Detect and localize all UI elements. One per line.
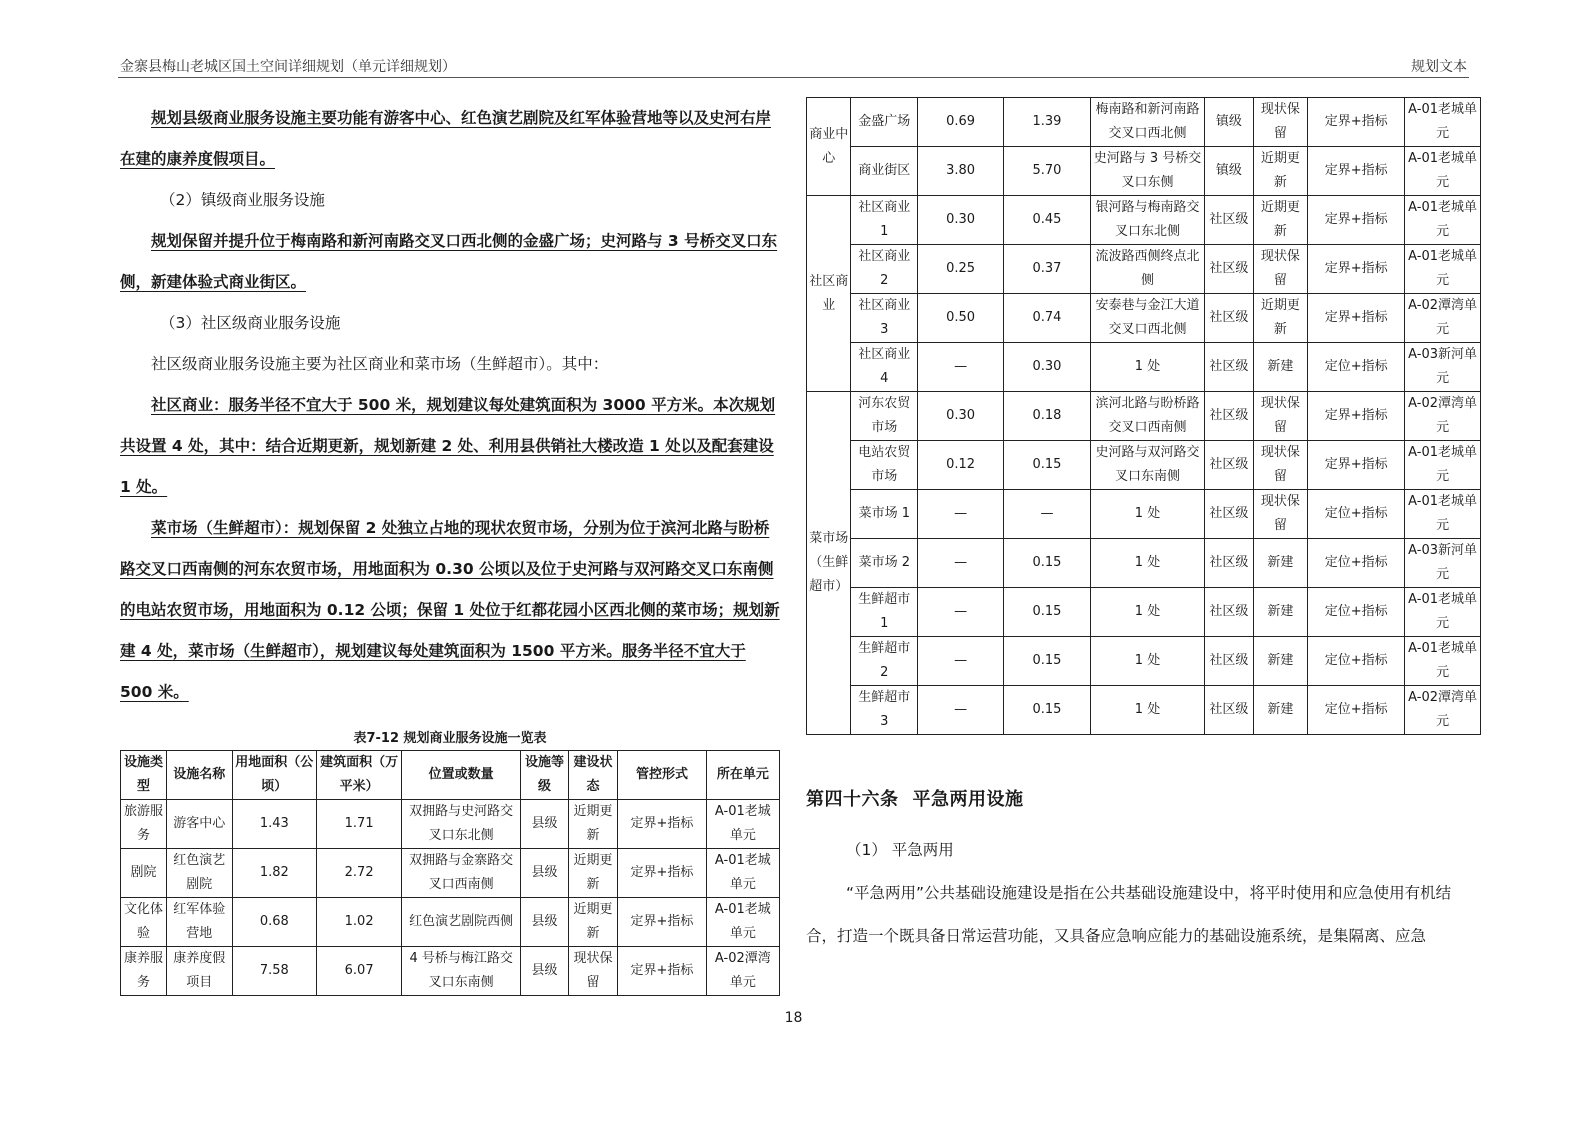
table-cell: 定位+指标 [1308, 490, 1405, 539]
table-cell: A-01老城单元 [706, 800, 779, 849]
table-cell: 0.15 [1004, 637, 1091, 686]
table-cell: 定界+指标 [1308, 392, 1405, 441]
table-cell: 社区商业 3 [851, 294, 918, 343]
commercial-facility-table [120, 750, 780, 996]
table-cell: A-02潭湾单元 [706, 947, 779, 996]
table-cell: 定界+指标 [618, 800, 706, 849]
table-cell: 县级 [521, 849, 569, 898]
table-cell: 游客中心 [166, 800, 232, 849]
body-paragraph: “平急两用”公共基础设施建设是指在公共基础设施建设中，将平时使用和应急使用有机结合，打造一个既具备日常运营功能，又具备应急响应能力的基础设施系统，是集隔离、应急 [806, 884, 1452, 945]
table-cell: 0.15 [1004, 441, 1091, 490]
table-cell: 电站农贸市场 [851, 441, 918, 490]
table-cell: 康养服务 [121, 947, 167, 996]
table-body [807, 98, 1481, 735]
table-cell: 现状保留 [1253, 392, 1308, 441]
table-row [121, 800, 780, 849]
table-cell: 新建 [1253, 539, 1308, 588]
table-cell: 生鲜超市 3 [851, 686, 918, 735]
table-row [807, 441, 1481, 490]
column-header: 用地面积（公顷） [232, 751, 316, 800]
table-cell: 金盛广场 [851, 98, 918, 147]
table-row [807, 245, 1481, 294]
table-cell: 社区级 [1205, 539, 1254, 588]
table-cell: 滨河北路与盼桥路交叉口西南侧 [1090, 392, 1204, 441]
table-cell: 康养度假项目 [166, 947, 232, 996]
table-cell: — [918, 343, 1004, 392]
table-cell: 社区商业 2 [851, 245, 918, 294]
table-cell: 社区商业 4 [851, 343, 918, 392]
table-cell: 社区商业 1 [851, 196, 918, 245]
table-cell: A-01老城单元 [706, 849, 779, 898]
table-cell: 定位+指标 [1308, 637, 1405, 686]
table-cell: 红军体验营地 [166, 898, 232, 947]
table-row [807, 343, 1481, 392]
table-cell: 定界+指标 [618, 898, 706, 947]
table-cell: 定位+指标 [1308, 343, 1405, 392]
table-cell: 近期更新 [568, 849, 618, 898]
paragraph: 菜市场（生鲜超市）：规划保留 2 处独立占地的现状农贸市场，分别为位于滨河北路与盼桥路交叉口西南侧的河东农贸市场，用地面积为 0.30 公顷以及位于史河路与双河路交叉口东南侧的电站农贸市场，用地面积为 0.12 公顷；保留 1 处位于红都花园小区西北侧的菜市场；规划新建 4 处，菜市场（生鲜超市），规划建议每处建筑面积为 1500 平方米。服务半径不宜大于 500 米。 [120, 519, 780, 701]
table-cell: 3.80 [918, 147, 1004, 196]
left-paragraphs [120, 98, 780, 713]
table-cell: 近期更新 [1253, 147, 1308, 196]
table-cell: 新建 [1253, 686, 1308, 735]
table-cell: 社区级 [1205, 196, 1254, 245]
table-cell: 1 处 [1090, 637, 1204, 686]
table-cell: 定界+指标 [618, 849, 706, 898]
paragraph: 社区级商业服务设施主要为社区商业和菜市场（生鲜超市）。其中： [151, 355, 609, 373]
table-cell: 0.12 [918, 441, 1004, 490]
commercial-facility-table-continued [806, 97, 1481, 735]
table-cell: 商业街区 [851, 147, 918, 196]
table-cell: 定界+指标 [1308, 294, 1405, 343]
table-cell: 社区级 [1205, 588, 1254, 637]
table-cell: 定位+指标 [1308, 686, 1405, 735]
table-cell: 1 处 [1090, 539, 1204, 588]
table-row [807, 539, 1481, 588]
table-cell: 0.18 [1004, 392, 1091, 441]
table-row [807, 588, 1481, 637]
column-header: 设施等级 [521, 751, 569, 800]
table-cell: 1.71 [316, 800, 401, 849]
table-cell: 生鲜超市 2 [851, 637, 918, 686]
table-cell: 0.69 [918, 98, 1004, 147]
table-cell: 7.58 [232, 947, 316, 996]
table-cell: A-01老城单元 [1405, 196, 1481, 245]
table-cell: 菜市场 2 [851, 539, 918, 588]
table-cell: 史河路与双河路交叉口东南侧 [1090, 441, 1204, 490]
left-column [120, 98, 780, 996]
table-row [807, 392, 1481, 441]
table-cell: 4 号桥与梅江路交叉口东南侧 [402, 947, 521, 996]
column-header: 建筑面积（万平米） [316, 751, 401, 800]
table-cell: 社区级 [1205, 245, 1254, 294]
table-cell: 1.39 [1004, 98, 1091, 147]
table-cell: 5.70 [1004, 147, 1091, 196]
table-cell: 定界+指标 [1308, 441, 1405, 490]
table-cell: 新建 [1253, 343, 1308, 392]
table-cell: 现状保留 [1253, 441, 1308, 490]
table-cell: — [918, 588, 1004, 637]
table-cell: 社区级 [1205, 392, 1254, 441]
facility-type-cell: 商业中心 [807, 98, 851, 196]
table-row [807, 294, 1481, 343]
table-cell: 银河路与梅南路交叉口东北侧 [1090, 196, 1204, 245]
paragraph: 规划保留并提升位于梅南路和新河南路交叉口西北侧的金盛广场；史河路与 3 号桥交叉口东侧，新建体验式商业街区。 [120, 232, 778, 291]
table-cell: 0.30 [918, 196, 1004, 245]
table-cell: 镇级 [1205, 147, 1254, 196]
table-row [807, 637, 1481, 686]
table-cell: 现状保留 [1253, 98, 1308, 147]
table-cell: 菜市场 1 [851, 490, 918, 539]
table-cell: 县级 [521, 898, 569, 947]
subheading: （1） 平急两用 [846, 841, 954, 859]
table-cell: 0.50 [918, 294, 1004, 343]
table-cell: 社区级 [1205, 637, 1254, 686]
table-cell: A-01老城单元 [1405, 637, 1481, 686]
table-cell: 1.82 [232, 849, 316, 898]
article-number: 第四十六条 [806, 789, 899, 810]
table-cell: 现状保留 [1253, 490, 1308, 539]
table-cell: 社区级 [1205, 490, 1254, 539]
table-cell: 双拥路与金寨路交叉口西南侧 [402, 849, 521, 898]
header-rule [118, 77, 1469, 78]
table-cell: 定界+指标 [1308, 98, 1405, 147]
column-header: 设施名称 [166, 751, 232, 800]
column-header: 管控形式 [618, 751, 706, 800]
table-cell: 现状保留 [1253, 245, 1308, 294]
table-cell: 0.15 [1004, 539, 1091, 588]
table-cell: — [918, 637, 1004, 686]
table-cell: 县级 [521, 947, 569, 996]
table-cell: 1 处 [1090, 588, 1204, 637]
table-cell: 流波路西侧终点北侧 [1090, 245, 1204, 294]
table-cell: — [918, 539, 1004, 588]
table-cell: 1 处 [1090, 686, 1204, 735]
table-row [807, 196, 1481, 245]
table-cell: 0.37 [1004, 245, 1091, 294]
table-cell: 2.72 [316, 849, 401, 898]
table-cell: 1 处 [1090, 490, 1204, 539]
facility-type-cell: 社区商业 [807, 196, 851, 392]
table-cell: 0.45 [1004, 196, 1091, 245]
table-cell: 6.07 [316, 947, 401, 996]
table-cell: 社区级 [1205, 343, 1254, 392]
table-cell: 0.25 [918, 245, 1004, 294]
table-cell: A-02潭湾单元 [1405, 294, 1481, 343]
table-cell: 0.15 [1004, 686, 1091, 735]
table-cell: A-01老城单元 [1405, 441, 1481, 490]
table-row [807, 490, 1481, 539]
table-cell: 镇级 [1205, 98, 1254, 147]
column-header: 设施类型 [121, 751, 167, 800]
table-cell: A-01老城单元 [1405, 98, 1481, 147]
table-cell: A-02潭湾单元 [1405, 392, 1481, 441]
article-title: 平急两用设施 [912, 789, 1024, 810]
table-cell: 现状保留 [568, 947, 618, 996]
table-cell: 红色演艺剧院 [166, 849, 232, 898]
table-cell: A-02潭湾单元 [1405, 686, 1481, 735]
table-cell: 近期更新 [568, 898, 618, 947]
table-header-row [121, 751, 780, 800]
table-cell: — [1004, 490, 1091, 539]
facility-type-cell: 菜市场（生鲜超市） [807, 392, 851, 735]
table-cell: 1.43 [232, 800, 316, 849]
table-row [121, 898, 780, 947]
table-cell: 文化体验 [121, 898, 167, 947]
table-cell: — [918, 686, 1004, 735]
table-cell: A-03新河单元 [1405, 539, 1481, 588]
paragraph: 社区商业：服务半径不宜大于 500 米，规划建议每处建筑面积为 3000 平方米。本次规划共设置 4 处，其中：结合近期更新，规划新建 2 处、利用县供销社大楼改造 1 处以及配套建设 1 处。 [120, 396, 776, 496]
table-cell: 生鲜超市 1 [851, 588, 918, 637]
table-cell: 1.02 [316, 898, 401, 947]
table-cell: 社区级 [1205, 294, 1254, 343]
table-cell: 定界+指标 [1308, 147, 1405, 196]
table-cell: A-03新河单元 [1405, 343, 1481, 392]
table-cell: — [918, 490, 1004, 539]
table-row [121, 849, 780, 898]
table-cell: 新建 [1253, 637, 1308, 686]
column-header: 位置或数量 [402, 751, 521, 800]
table-row [121, 947, 780, 996]
table-cell: 河东农贸市场 [851, 392, 918, 441]
column-header: 建设状态 [568, 751, 618, 800]
right-column [806, 97, 1481, 958]
header-doc-type: 规划文本 [1411, 59, 1467, 75]
table-row [807, 98, 1481, 147]
table-cell: 0.30 [918, 392, 1004, 441]
table-cell: 剧院 [121, 849, 167, 898]
table-row [807, 686, 1481, 735]
table-title: 表7-12 规划商业服务设施一览表 [353, 731, 547, 746]
table-row [807, 147, 1481, 196]
column-header: 所在单元 [706, 751, 779, 800]
paragraph: 规划县级商业服务设施主要功能有游客中心、红色演艺剧院及红军体验营地等以及史河右岸在建的康养度假项目。 [120, 109, 772, 168]
table-cell: 县级 [521, 800, 569, 849]
table-cell: A-01老城单元 [1405, 588, 1481, 637]
table-cell: 新建 [1253, 588, 1308, 637]
table-cell: 0.15 [1004, 588, 1091, 637]
table-cell: 近期更新 [1253, 196, 1308, 245]
header-title: 金寨县梅山老城区国土空间详细规划（单元详细规划） [120, 59, 456, 75]
table-cell: 1 处 [1090, 343, 1204, 392]
table-body [121, 800, 780, 996]
table-cell: 史河路与 3 号桥交叉口东侧 [1090, 147, 1204, 196]
table-cell: A-01老城单元 [706, 898, 779, 947]
table-cell: 定位+指标 [1308, 588, 1405, 637]
table-cell: 定界+指标 [618, 947, 706, 996]
paragraph: （2）镇级商业服务设施 [160, 191, 325, 209]
page-number: 18 [784, 1010, 803, 1026]
table-cell: 0.30 [1004, 343, 1091, 392]
table-cell: A-01老城单元 [1405, 245, 1481, 294]
paragraph: （3）社区级商业服务设施 [160, 314, 341, 332]
table-cell: 0.68 [232, 898, 316, 947]
table-cell: 近期更新 [1253, 294, 1308, 343]
table-cell: 社区级 [1205, 441, 1254, 490]
table-cell: 定界+指标 [1308, 245, 1405, 294]
table-cell: 双拥路与史河路交叉口东北侧 [402, 800, 521, 849]
table-cell: 定位+指标 [1308, 539, 1405, 588]
table-cell: 社区级 [1205, 686, 1254, 735]
table-cell: 近期更新 [568, 800, 618, 849]
table-cell: 定界+指标 [1308, 196, 1405, 245]
table-cell: 梅南路和新河南路交叉口西北侧 [1090, 98, 1204, 147]
table-cell: 旅游服务 [121, 800, 167, 849]
table-cell: 红色演艺剧院西侧 [402, 898, 521, 947]
table-cell: 安泰巷与金江大道交叉口西北侧 [1090, 294, 1204, 343]
table-cell: 0.74 [1004, 294, 1091, 343]
article-heading [806, 785, 1481, 811]
table-cell: A-01老城单元 [1405, 147, 1481, 196]
table-cell: A-01老城单元 [1405, 490, 1481, 539]
